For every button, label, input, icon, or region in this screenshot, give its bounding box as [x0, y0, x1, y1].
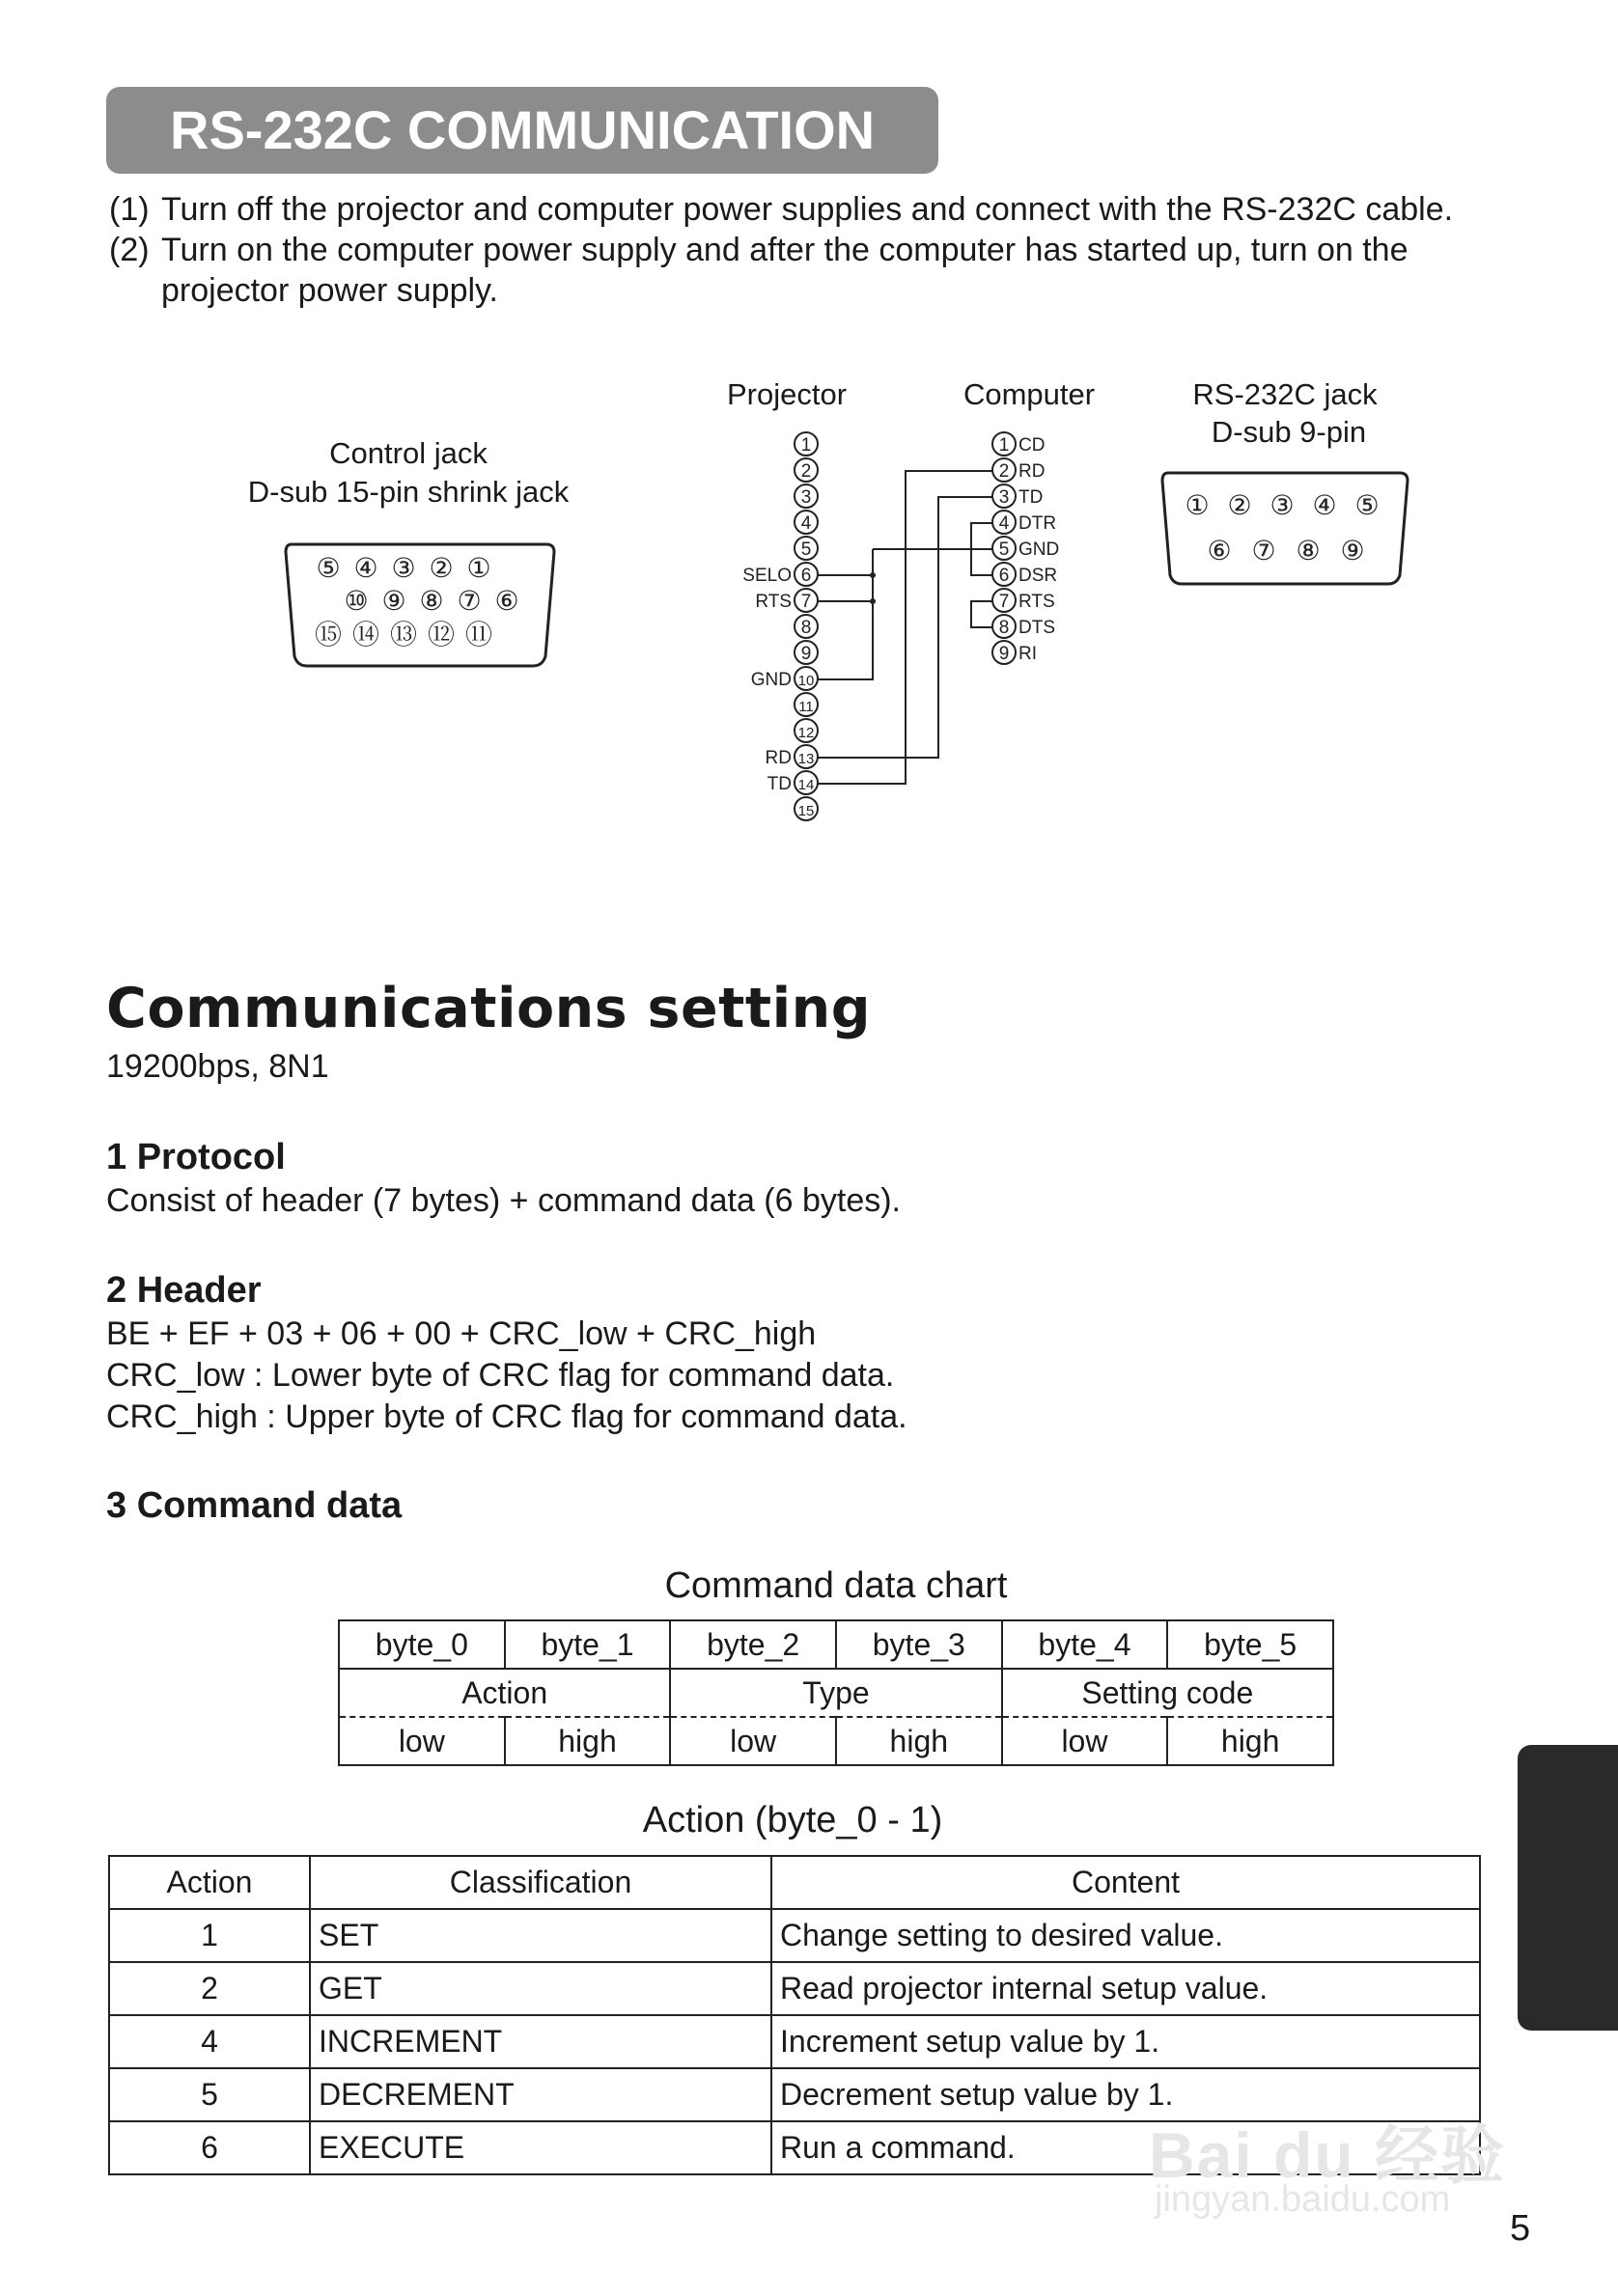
pin-label: GND: [750, 670, 792, 690]
header-line-2: CRC_low : Lower byte of CRC flag for command data.: [106, 1357, 895, 1394]
watermark-url: jingyan.baidu.com: [1155, 2179, 1451, 2220]
content: Increment setup value by 1.: [771, 2015, 1480, 2068]
step-1: [109, 189, 1538, 230]
action-code: 5: [109, 2068, 310, 2121]
pin-number: ①: [1185, 490, 1210, 520]
pin-label: TD: [767, 774, 792, 794]
instruction-steps: [109, 189, 1538, 311]
watermark-logo: Bai du 经验: [1149, 2119, 1507, 2191]
command-heading: 3 Command data: [106, 1485, 403, 1526]
computer-label: Computer: [962, 377, 1096, 411]
table-row: [109, 1909, 1480, 1962]
section-title: Communications setting: [106, 977, 872, 1040]
pin-number: 1: [998, 435, 1010, 456]
pin-number: 8: [998, 618, 1010, 638]
control-jack-label: Control jack: [329, 436, 488, 470]
control-jack-type: D-sub 15-pin shrink jack: [247, 475, 570, 509]
step-text: Turn off the projector and computer power supplies and connect with the RS-232C cable.: [161, 191, 1454, 228]
group-cell: Action: [339, 1669, 670, 1717]
rs232c-jack-label: RS-232C jack: [1192, 377, 1378, 411]
pin-label: RD: [1018, 461, 1046, 482]
content: Run a command.: [771, 2121, 1480, 2174]
pin-number: 12: [797, 725, 815, 741]
pin-number: ③: [1269, 490, 1295, 520]
group-cell: Setting code: [1002, 1669, 1333, 1717]
pin-number: ⑨: [1340, 536, 1365, 566]
pin-number: ⑬: [389, 620, 418, 650]
table-row: [109, 2015, 1480, 2068]
step-text: Turn on the computer power supply and after the computer has started up, turn on the projector power supply.: [161, 232, 1409, 309]
section-banner: RS-232C COMMUNICATION: [106, 87, 938, 174]
pin-number: 4: [800, 513, 812, 534]
pin-number: ⑩: [344, 586, 369, 616]
lowhigh-cell: low: [670, 1717, 836, 1765]
pin-number: 13: [797, 751, 815, 767]
group-row: [339, 1669, 1333, 1717]
page-number: 5: [1510, 2208, 1531, 2249]
lowhigh-cell: low: [1002, 1717, 1168, 1765]
lowhigh-cell: high: [1167, 1717, 1333, 1765]
byte-cell: byte_5: [1167, 1620, 1333, 1669]
pin-label: DTR: [1018, 513, 1057, 534]
protocol-text: Consist of header (7 bytes) + command data (6 bytes).: [106, 1182, 902, 1219]
pin-number: ⑧: [419, 586, 444, 616]
pin-number: ⑤: [316, 553, 341, 583]
header-heading: 2 Header: [106, 1270, 262, 1311]
group-cell: Type: [670, 1669, 1001, 1717]
pin-number: ⑥: [1207, 536, 1232, 566]
pin-number: 15: [797, 803, 815, 819]
action-code: 6: [109, 2121, 310, 2174]
byte-cell: byte_2: [670, 1620, 836, 1669]
byte-cell: byte_0: [339, 1620, 505, 1669]
pin-number: 7: [998, 592, 1010, 612]
pin-number: ⑦: [1251, 536, 1276, 566]
command-data-table: [338, 1619, 1334, 1766]
action-table-header: [109, 1856, 1480, 1909]
projector-label: Projector: [726, 377, 848, 411]
byte-cell: byte_1: [505, 1620, 671, 1669]
lowhigh-cell: high: [505, 1717, 671, 1765]
d-sub-15-pins: [315, 553, 519, 650]
pin-number: 5: [800, 539, 812, 560]
step-2: [109, 230, 1538, 311]
classification: INCREMENT: [310, 2015, 771, 2068]
pin-number: 10: [797, 673, 815, 689]
pin-number: ②: [429, 553, 454, 583]
pin-number: 7: [800, 592, 812, 612]
pin-number: 5: [998, 539, 1010, 560]
pin-number: 14: [797, 777, 815, 793]
classification: GET: [310, 1962, 771, 2015]
pin-label: RD: [765, 748, 792, 768]
pin-number: ②: [1227, 490, 1252, 520]
column-header: Action: [109, 1856, 310, 1909]
lowhigh-row: [339, 1717, 1333, 1765]
pin-number: ⑮: [314, 620, 343, 650]
rs232c-jack-type: D-sub 9-pin: [1211, 415, 1367, 449]
pin-number: ④: [1312, 490, 1337, 520]
pin-label: TD: [1018, 487, 1044, 508]
pin-number: ⑪: [464, 620, 493, 650]
lowhigh-cell: low: [339, 1717, 505, 1765]
content: Read projector internal setup value.: [771, 1962, 1480, 2015]
column-header: Content: [771, 1856, 1480, 1909]
pin-number: ⑨: [381, 586, 406, 616]
pin-number: 3: [998, 487, 1010, 508]
chapter-tab: [1518, 1745, 1618, 2031]
wiring-diagram: [0, 367, 1618, 869]
pin-number: ⑥: [494, 586, 519, 616]
pin-number: 9: [800, 644, 812, 664]
pin-number: ⑦: [457, 586, 482, 616]
classification: DECREMENT: [310, 2068, 771, 2121]
byte-row: [339, 1620, 1333, 1669]
pin-number: 11: [798, 699, 814, 715]
action-code: 1: [109, 1909, 310, 1962]
pin-label: RI: [1018, 644, 1037, 664]
header-line-3: CRC_high : Upper byte of CRC flag for command data.: [106, 1398, 907, 1435]
pin-number: 2: [998, 461, 1010, 482]
protocol-heading: 1 Protocol: [106, 1137, 286, 1177]
pin-label: SELO: [742, 566, 792, 586]
d-sub-9-pins: [1185, 490, 1379, 566]
pin-label: RTS: [755, 592, 792, 612]
pin-number: 8: [800, 618, 812, 638]
pin-label: DSR: [1018, 566, 1058, 586]
pin-label: RTS: [1018, 592, 1055, 612]
action-code: 2: [109, 1962, 310, 2015]
classification: EXECUTE: [310, 2121, 771, 2174]
byte-cell: byte_3: [836, 1620, 1002, 1669]
cable-wires: [818, 471, 992, 784]
header-line-1: BE + EF + 03 + 06 + 00 + CRC_low + CRC_high: [106, 1315, 817, 1352]
pin-number: ⑧: [1296, 536, 1321, 566]
pin-number: 6: [800, 566, 812, 586]
column-header: Classification: [310, 1856, 771, 1909]
pin-number: ⑫: [427, 620, 456, 650]
step-number: (1): [109, 191, 150, 228]
content: Decrement setup value by 1.: [771, 2068, 1480, 2121]
computer-pin-column: [992, 432, 1059, 664]
pin-number: 2: [800, 461, 812, 482]
projector-pin-column: [742, 432, 818, 820]
comm-subtitle: 19200bps, 8N1: [106, 1048, 329, 1085]
pin-number: 9: [998, 644, 1010, 664]
command-chart-caption: Command data chart: [664, 1565, 1008, 1606]
pin-number: 6: [998, 566, 1010, 586]
classification: SET: [310, 1909, 771, 1962]
lowhigh-cell: high: [836, 1717, 1002, 1765]
content: Change setting to desired value.: [771, 1909, 1480, 1962]
pin-number: 1: [800, 435, 812, 456]
pin-label: GND: [1018, 539, 1060, 560]
pin-number: ⑤: [1354, 490, 1380, 520]
pin-number: ①: [466, 553, 491, 583]
pin-label: DTS: [1018, 618, 1055, 638]
byte-cell: byte_4: [1002, 1620, 1168, 1669]
pin-number: ⑭: [351, 620, 380, 650]
pin-number: ③: [391, 553, 416, 583]
step-number: (2): [109, 232, 150, 268]
pin-label: CD: [1018, 435, 1046, 456]
pin-number: 3: [800, 487, 812, 508]
table-row: [109, 1962, 1480, 2015]
action-code: 4: [109, 2015, 310, 2068]
pin-number: 4: [998, 513, 1010, 534]
pin-number: ④: [353, 553, 378, 583]
action-table-caption: Action (byte_0 - 1): [642, 1800, 943, 1840]
